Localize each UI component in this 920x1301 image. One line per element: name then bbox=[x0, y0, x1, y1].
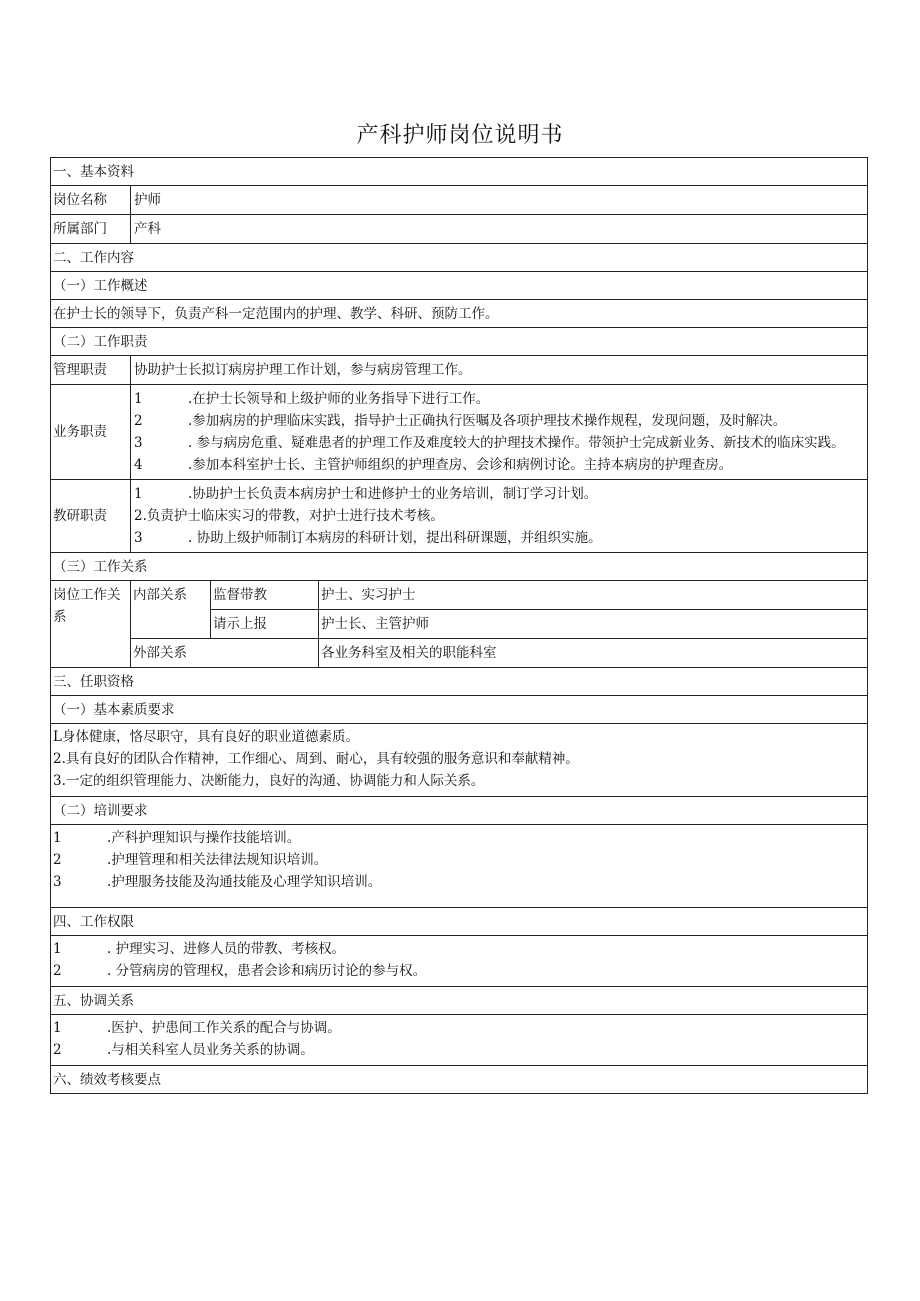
table-row bbox=[211, 609, 867, 638]
supervise-label: 监督带教 bbox=[211, 581, 319, 609]
list-item bbox=[53, 849, 865, 871]
business-duties-label: 业务职责 bbox=[51, 385, 131, 479]
list-item bbox=[53, 1039, 865, 1061]
item-text: . 协助上级护师制订本病房的科研计划，提出科研课题，并组织实施。 bbox=[188, 530, 602, 546]
item-number: 1 bbox=[134, 486, 143, 502]
subsection-heading: （二）培训要求 bbox=[51, 796, 867, 824]
training-requirements-list bbox=[51, 824, 867, 907]
item-number: 2 bbox=[53, 1042, 62, 1058]
teaching-research-label: 教研职责 bbox=[51, 480, 131, 552]
work-relations-label: 岗位工作关系 bbox=[51, 581, 131, 667]
item-number: 1 bbox=[53, 941, 62, 957]
item-text: . 参与病房危重、疑难患者的护理工作及难度较大的护理技术操作。带领护士完成新业务、新技术的临床实践。 bbox=[188, 435, 845, 451]
item-text: . 分管病房的管理权，患者会诊和病历讨论的参与权。 bbox=[107, 963, 427, 979]
item-number: 3 bbox=[53, 874, 62, 890]
table-row bbox=[51, 185, 867, 214]
table-row bbox=[51, 214, 867, 243]
job-description-table bbox=[50, 157, 868, 1094]
internal-relations-group bbox=[131, 581, 867, 638]
list-item: 2.具有良好的团队合作精神，工作细心、周到、耐心，具有较强的服务意识和奉献精神。 bbox=[53, 751, 579, 767]
item-text: .协助护士长负责本病房护士和进修护士的业务培训，制订学习计划。 bbox=[188, 486, 598, 502]
list-item bbox=[134, 527, 864, 549]
section-heading: 二、工作内容 bbox=[51, 243, 867, 271]
item-text: .与相关科室人员业务关系的协调。 bbox=[107, 1042, 314, 1058]
department-label: 所属部门 bbox=[51, 215, 131, 243]
basic-requirements-list bbox=[51, 723, 867, 796]
teaching-research-list bbox=[131, 480, 867, 552]
list-item bbox=[134, 483, 864, 505]
item-number: 2 bbox=[53, 963, 62, 979]
authority-list bbox=[51, 935, 867, 986]
item-text: . 护理实习、进修人员的带教、考核权。 bbox=[107, 941, 346, 957]
section-heading: 六、绩效考核要点 bbox=[51, 1065, 867, 1093]
section-heading: 三、任职资格 bbox=[51, 667, 867, 695]
list-item bbox=[53, 827, 865, 849]
list-item bbox=[134, 454, 864, 476]
list-item bbox=[134, 410, 864, 432]
external-relations-value: 各业务科室及相关的职能科室 bbox=[321, 645, 497, 661]
item-number: 2 bbox=[53, 852, 62, 868]
table-row bbox=[51, 384, 867, 479]
coordination-list bbox=[51, 1014, 867, 1065]
subsection-heading: （三）工作关系 bbox=[51, 552, 867, 580]
item-number: 4 bbox=[134, 457, 143, 473]
item-number: 2 bbox=[134, 413, 143, 429]
item-number: 3 bbox=[134, 530, 143, 546]
report-value: 护士长、主管护师 bbox=[321, 616, 429, 632]
item-text: .护理服务技能及沟通技能及心理学知识培训。 bbox=[107, 874, 382, 890]
list-item bbox=[53, 871, 865, 893]
management-duties-text: 协助护士长拟订病房护理工作计划，参与病房管理工作。 bbox=[134, 362, 472, 378]
subsection-heading: （二）工作职责 bbox=[51, 327, 867, 355]
table-row bbox=[211, 581, 867, 609]
list-item bbox=[134, 505, 864, 527]
item-text: .产科护理知识与操作技能培训。 bbox=[107, 830, 301, 846]
table-row bbox=[51, 580, 867, 667]
table-row bbox=[51, 355, 867, 384]
list-item: 3.一定的组织管理能力、决断能力，良好的沟通、协调能力和人际关系。 bbox=[53, 773, 485, 789]
list-item bbox=[134, 388, 864, 410]
management-duties-label: 管理职责 bbox=[51, 356, 131, 384]
section-heading: 一、基本资料 bbox=[53, 164, 134, 180]
item-number: 1 bbox=[53, 1020, 62, 1036]
page-title: 产科护师岗位说明书 bbox=[356, 123, 564, 148]
list-item bbox=[53, 960, 865, 982]
list-item bbox=[53, 938, 865, 960]
subsection-heading: （一）基本素质要求 bbox=[51, 695, 867, 723]
section-heading: 四、工作权限 bbox=[51, 907, 867, 935]
external-relations-label: 外部关系 bbox=[131, 639, 319, 667]
supervise-value: 护士、实习护士 bbox=[321, 587, 416, 603]
item-number: 1 bbox=[53, 830, 62, 846]
item-text: .参加本科室护士长、主管护师组织的护理查房、会诊和病例讨论。主持本病房的护理查房。 bbox=[188, 457, 733, 473]
item-text: .参加病房的护理临床实践，指导护士正确执行医嘱及各项护理技术操作规程，发现问题，及时解决。 bbox=[188, 413, 787, 429]
list-item: L身体健康，恪尽职守，具有良好的职业道德素质。 bbox=[53, 729, 359, 745]
relations-grid bbox=[131, 581, 867, 667]
report-label: 请示上报 bbox=[211, 610, 319, 638]
internal-relations-label: 内部关系 bbox=[131, 581, 211, 638]
table-row bbox=[51, 479, 867, 552]
item-text: .在护士长领导和上级护师的业务指导下进行工作。 bbox=[188, 391, 490, 407]
item-number: 1 bbox=[134, 391, 143, 407]
department-value: 产科 bbox=[134, 221, 161, 237]
position-name-value: 护师 bbox=[134, 192, 161, 208]
item-text: 2.负责护士临床实习的带教，对护士进行技术考核。 bbox=[134, 508, 444, 524]
section-heading: 五、协调关系 bbox=[51, 986, 867, 1014]
table-row bbox=[131, 638, 867, 667]
overview-text: 在护士长的领导下，负责产科一定范围内的护理、教学、科研、预防工作。 bbox=[51, 299, 867, 327]
business-duties-list bbox=[131, 385, 867, 479]
item-text: .护理管理和相关法律法规知识培训。 bbox=[107, 852, 328, 868]
subsection-heading: （一）工作概述 bbox=[51, 271, 867, 299]
position-name-label: 岗位名称 bbox=[51, 186, 131, 214]
list-item bbox=[53, 1017, 865, 1039]
list-item bbox=[134, 432, 864, 454]
item-text: .医护、护患间工作关系的配合与协调。 bbox=[107, 1020, 341, 1036]
item-number: 3 bbox=[134, 435, 143, 451]
